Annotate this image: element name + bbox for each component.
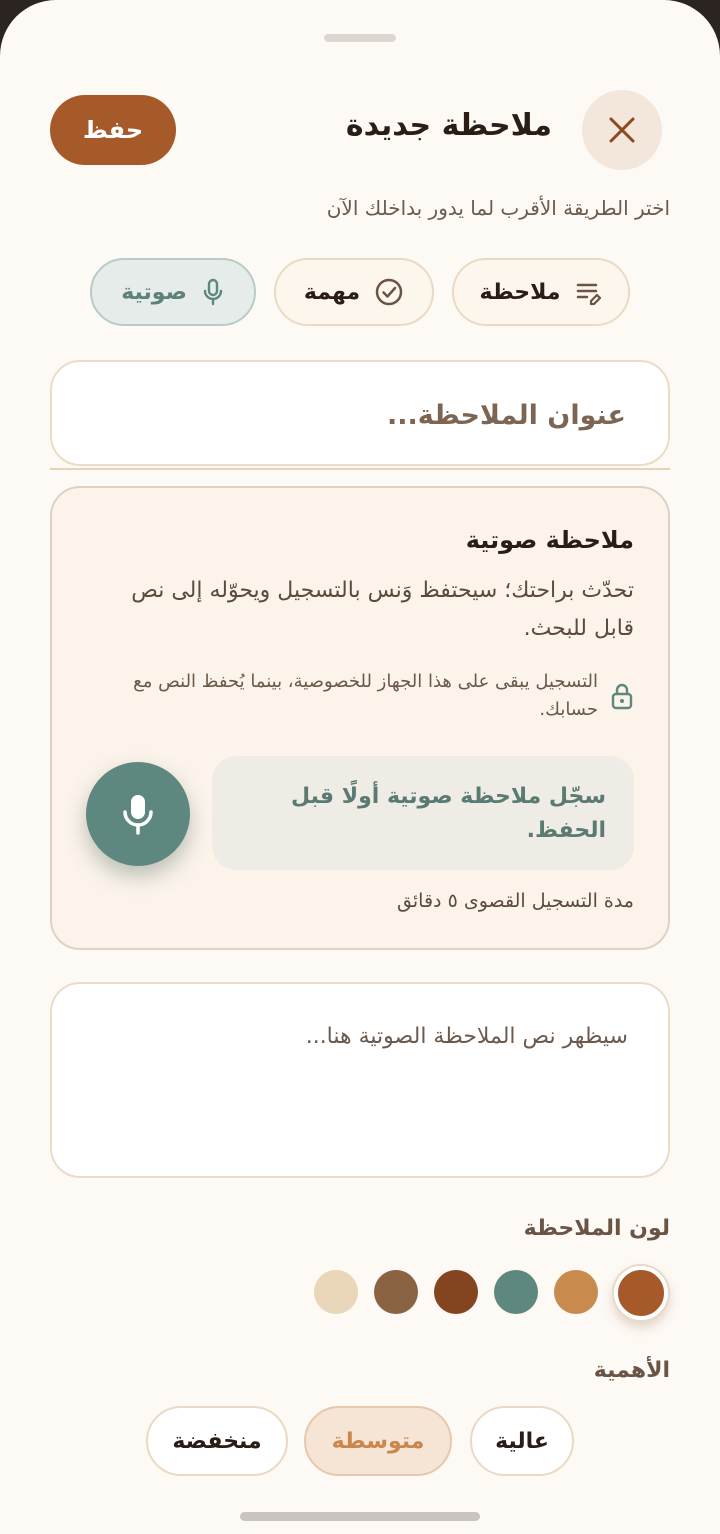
priority-high-button[interactable]: عالية	[470, 1406, 574, 1476]
divider	[50, 468, 670, 470]
lock-icon	[610, 682, 634, 710]
transcript-field[interactable]	[50, 982, 670, 1178]
note-edit-icon	[574, 278, 602, 306]
record-hint: سجّل ملاحظة صوتية أولًا قبل الحفظ.	[212, 756, 634, 870]
color-section-label: لون الملاحظة	[523, 1216, 670, 1241]
color-swatch[interactable]	[314, 1270, 358, 1314]
color-swatch[interactable]	[494, 1270, 538, 1314]
max-duration-text: مدة التسجيل القصوى ٥ دقائق	[397, 890, 634, 912]
color-swatch[interactable]	[614, 1266, 668, 1320]
page-title: ملاحظة جديدة	[345, 108, 552, 143]
color-swatch[interactable]	[434, 1270, 478, 1314]
note-title-input[interactable]	[50, 360, 670, 466]
type-prompt: اختر الطريقة الأقرب لما يدور بداخلك الآن	[326, 196, 670, 220]
voice-card-title: ملاحظة صوتية	[465, 526, 634, 554]
type-chip-label: مهمة	[303, 279, 361, 305]
type-chip-note[interactable]	[452, 258, 630, 326]
type-chip-label: صوتية	[121, 279, 187, 305]
home-indicator	[240, 1512, 480, 1521]
color-swatch[interactable]	[374, 1270, 418, 1314]
transcript-placeholder: سيظهر نص الملاحظة الصوتية هنا...	[305, 1024, 628, 1049]
priority-low-button[interactable]: منخفضة	[146, 1406, 288, 1476]
close-button[interactable]	[582, 90, 662, 170]
save-button[interactable]: حفظ	[50, 95, 176, 165]
type-chip-task[interactable]	[274, 258, 434, 326]
voice-card-description: تحدّث براحتك؛ سيحتفظ وَنس بالتسجيل ويحوّله إلى نص قابل للبحث.	[131, 578, 634, 641]
privacy-note-text: التسجيل يبقى على هذا الجهاز للخصوصية، بينما يُحفظ النص مع حسابك.	[133, 671, 598, 720]
check-circle-icon	[374, 277, 404, 307]
mic-icon	[201, 278, 225, 306]
voice-note-card	[50, 486, 670, 950]
mic-icon	[121, 793, 155, 835]
record-button[interactable]	[86, 762, 190, 866]
sheet-grabber[interactable]	[324, 34, 396, 42]
priority-section-label: الأهمية	[593, 1358, 670, 1383]
privacy-note	[98, 668, 634, 724]
close-icon	[607, 115, 637, 145]
type-chip-voice[interactable]	[90, 258, 256, 326]
note-title-placeholder: عنوان الملاحظة...	[387, 400, 626, 431]
color-swatch[interactable]	[554, 1270, 598, 1314]
type-chip-label: ملاحظة	[479, 279, 561, 305]
priority-medium-button[interactable]: متوسطة	[304, 1406, 452, 1476]
